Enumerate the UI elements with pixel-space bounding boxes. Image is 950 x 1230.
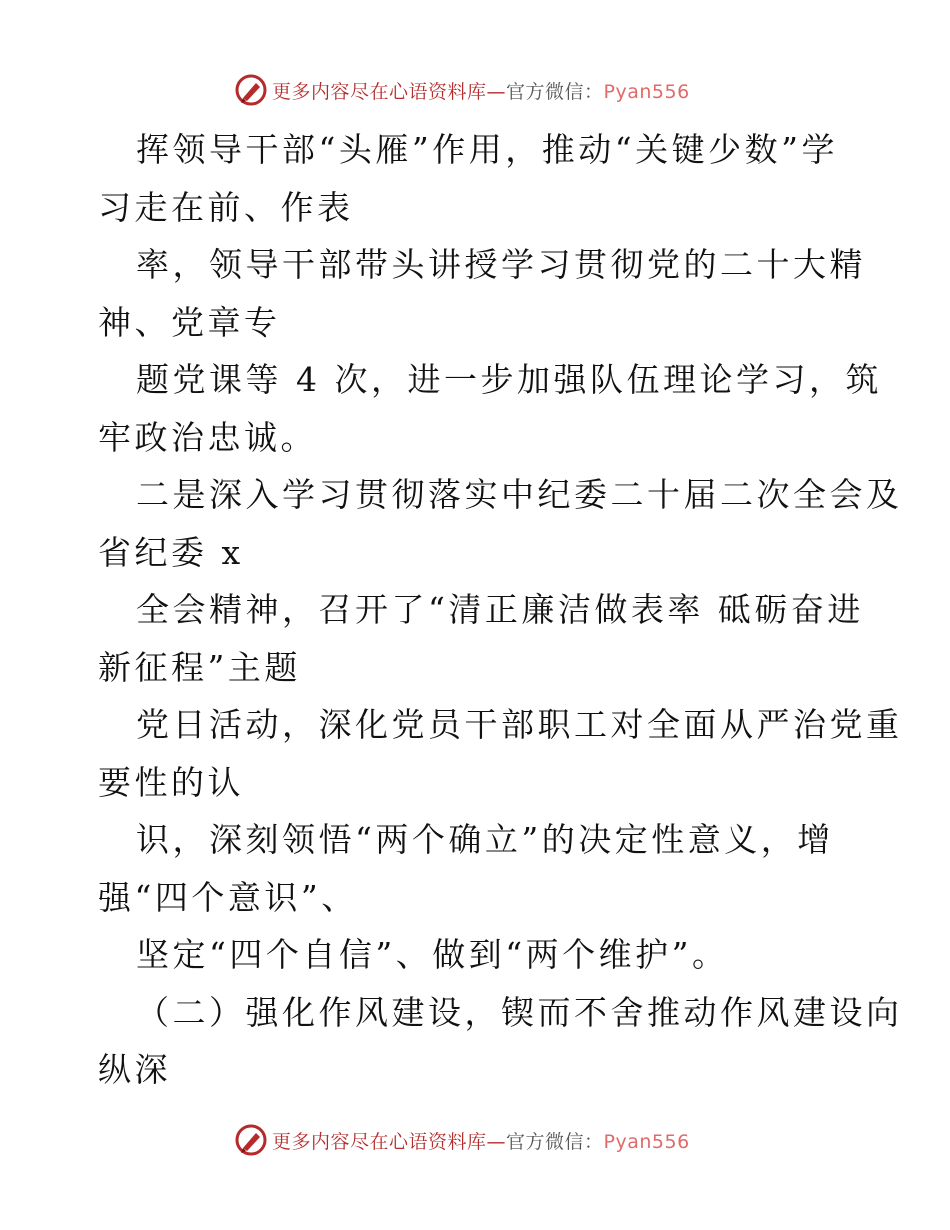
watermark-brand: 更多内容尽在心语资料库 bbox=[272, 1130, 487, 1153]
text-line: 牢政治忠诚。 bbox=[98, 417, 317, 457]
watermark-dash: — bbox=[486, 1130, 507, 1153]
text-line: 党日活动，深化党员干部职工对全面从严治党重 bbox=[136, 705, 903, 744]
text-line: 识，深刻领悟“两个确立”的决定性意义，增 bbox=[136, 820, 834, 859]
watermark-dash: — bbox=[486, 80, 507, 103]
text-line: 习走在前、作表 bbox=[98, 187, 354, 227]
document-body bbox=[98, 121, 903, 1099]
watermark-contact-id: Pyan556 bbox=[603, 1130, 690, 1153]
text-line: 强“四个意识”、 bbox=[98, 877, 358, 917]
pen-logo-icon bbox=[234, 1123, 268, 1157]
text-line: 神、党章专 bbox=[98, 302, 281, 342]
pen-logo-icon bbox=[234, 73, 268, 107]
text-line: 全会精神，召开了“清正廉洁做表率 砥砺奋进 bbox=[136, 590, 864, 629]
footer-watermark bbox=[234, 1123, 690, 1157]
header-watermark bbox=[234, 73, 690, 107]
text-line: 要性的认 bbox=[98, 762, 244, 802]
watermark-contact-label: 官方微信： bbox=[506, 1130, 604, 1153]
watermark-brand: 更多内容尽在心语资料库 bbox=[272, 80, 487, 103]
text-line: 坚定“四个自信”、做到“两个维护”。 bbox=[136, 935, 729, 974]
text-line: 纵深 bbox=[98, 1050, 171, 1089]
watermark-contact-label: 官方微信： bbox=[506, 80, 604, 103]
text-line: 二是深入学习贯彻落实中纪委二十届二次全会及 bbox=[136, 475, 903, 514]
text-line: 题党课等 4 次，进一步加强队伍理论学习，筑 bbox=[136, 360, 882, 399]
text-line: 率，领导干部带头讲授学习贯彻党的二十大精 bbox=[136, 245, 866, 284]
watermark-contact-id: Pyan556 bbox=[603, 80, 690, 103]
text-line: 省纪委 x bbox=[98, 532, 244, 572]
text-line: 新征程”主题 bbox=[98, 647, 301, 687]
text-line: （二）强化作风建设，锲而不舍推动作风建设向 bbox=[136, 992, 903, 1032]
text-line: 挥领导干部“头雁”作用，推动“关键少数”学 bbox=[136, 130, 838, 169]
